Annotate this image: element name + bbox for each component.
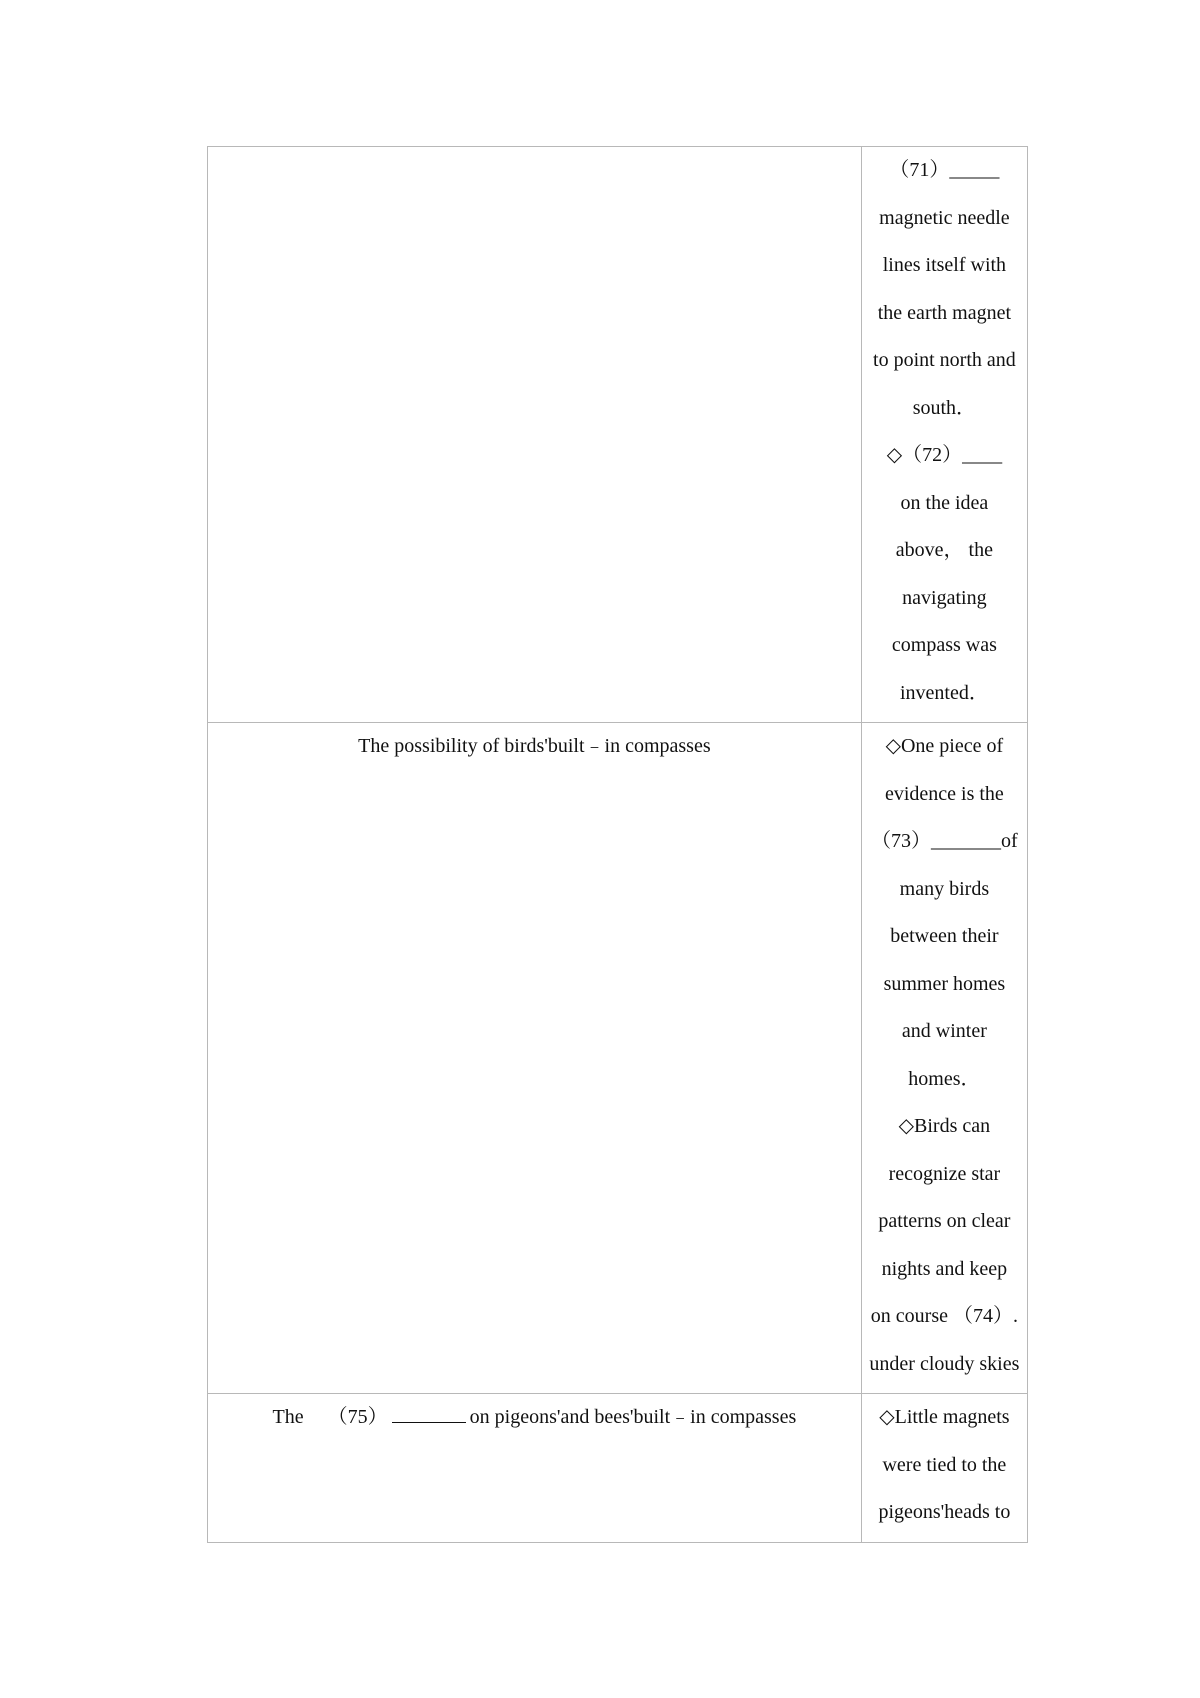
text-line: （71）_____ <box>889 159 1000 181</box>
text-line: （73）_______of <box>871 830 1018 852</box>
text-line: navigating <box>902 586 987 609</box>
row-heading-experiments <box>208 1394 861 1442</box>
text-line: between their <box>890 925 999 947</box>
text-line: summer homes <box>883 972 1006 995</box>
left-cell <box>208 1394 862 1543</box>
table-row <box>208 147 1028 723</box>
text-line: magnetic needle <box>879 206 1010 229</box>
right-cell <box>861 147 1027 723</box>
text-line: under cloudy skies <box>869 1352 1020 1375</box>
heading-prefix: The <box>272 1406 304 1428</box>
text-line: homes． <box>908 1067 981 1090</box>
text-line: nights and keep <box>881 1257 1008 1280</box>
text-line: on the idea <box>900 491 989 514</box>
text-line: on course （74）. <box>870 1305 1018 1327</box>
right-cell <box>861 1394 1027 1543</box>
table-row <box>208 1394 1028 1543</box>
text-line: above， the <box>895 539 993 561</box>
text-line: the earth magnet <box>877 301 1012 324</box>
answer-blank <box>392 1402 466 1423</box>
left-cell <box>208 723 862 1394</box>
text-line: and winter <box>901 1020 987 1042</box>
document-table <box>207 146 1028 1543</box>
text-line: were tied to the <box>882 1453 1007 1476</box>
right-cell-lines <box>862 147 1027 717</box>
table-row <box>208 723 1028 1394</box>
text-line: recognize star <box>888 1162 1001 1185</box>
right-cell-lines <box>862 723 1027 1388</box>
left-cell-empty <box>208 147 862 723</box>
text-line: ◇Birds can <box>898 1115 991 1137</box>
text-line: invented． <box>899 681 989 704</box>
text-line: pigeons'heads to <box>878 1501 1011 1523</box>
text-line: ◇Little magnets <box>879 1406 1010 1428</box>
text-line: ◇One piece of <box>885 735 1004 757</box>
question-number: （75） <box>327 1406 388 1428</box>
text-line: lines itself with <box>882 254 1007 276</box>
text-line: compass was <box>891 634 997 656</box>
heading-suffix: on pigeons'and bees'built﹣in compasses <box>469 1406 797 1428</box>
right-cell <box>861 723 1027 1394</box>
text-line: south． <box>912 396 977 419</box>
text-line: to point north and <box>873 349 1016 371</box>
text-line: many birds <box>899 877 990 900</box>
text-line: ◇（72）____ <box>886 444 1003 466</box>
right-cell-lines <box>862 1394 1027 1537</box>
text-line: evidence is the <box>884 782 1004 805</box>
row-heading-birds-compasses: The possibility of birds'built﹣in compasses <box>358 735 711 757</box>
text-line: patterns on clear <box>878 1210 1011 1232</box>
